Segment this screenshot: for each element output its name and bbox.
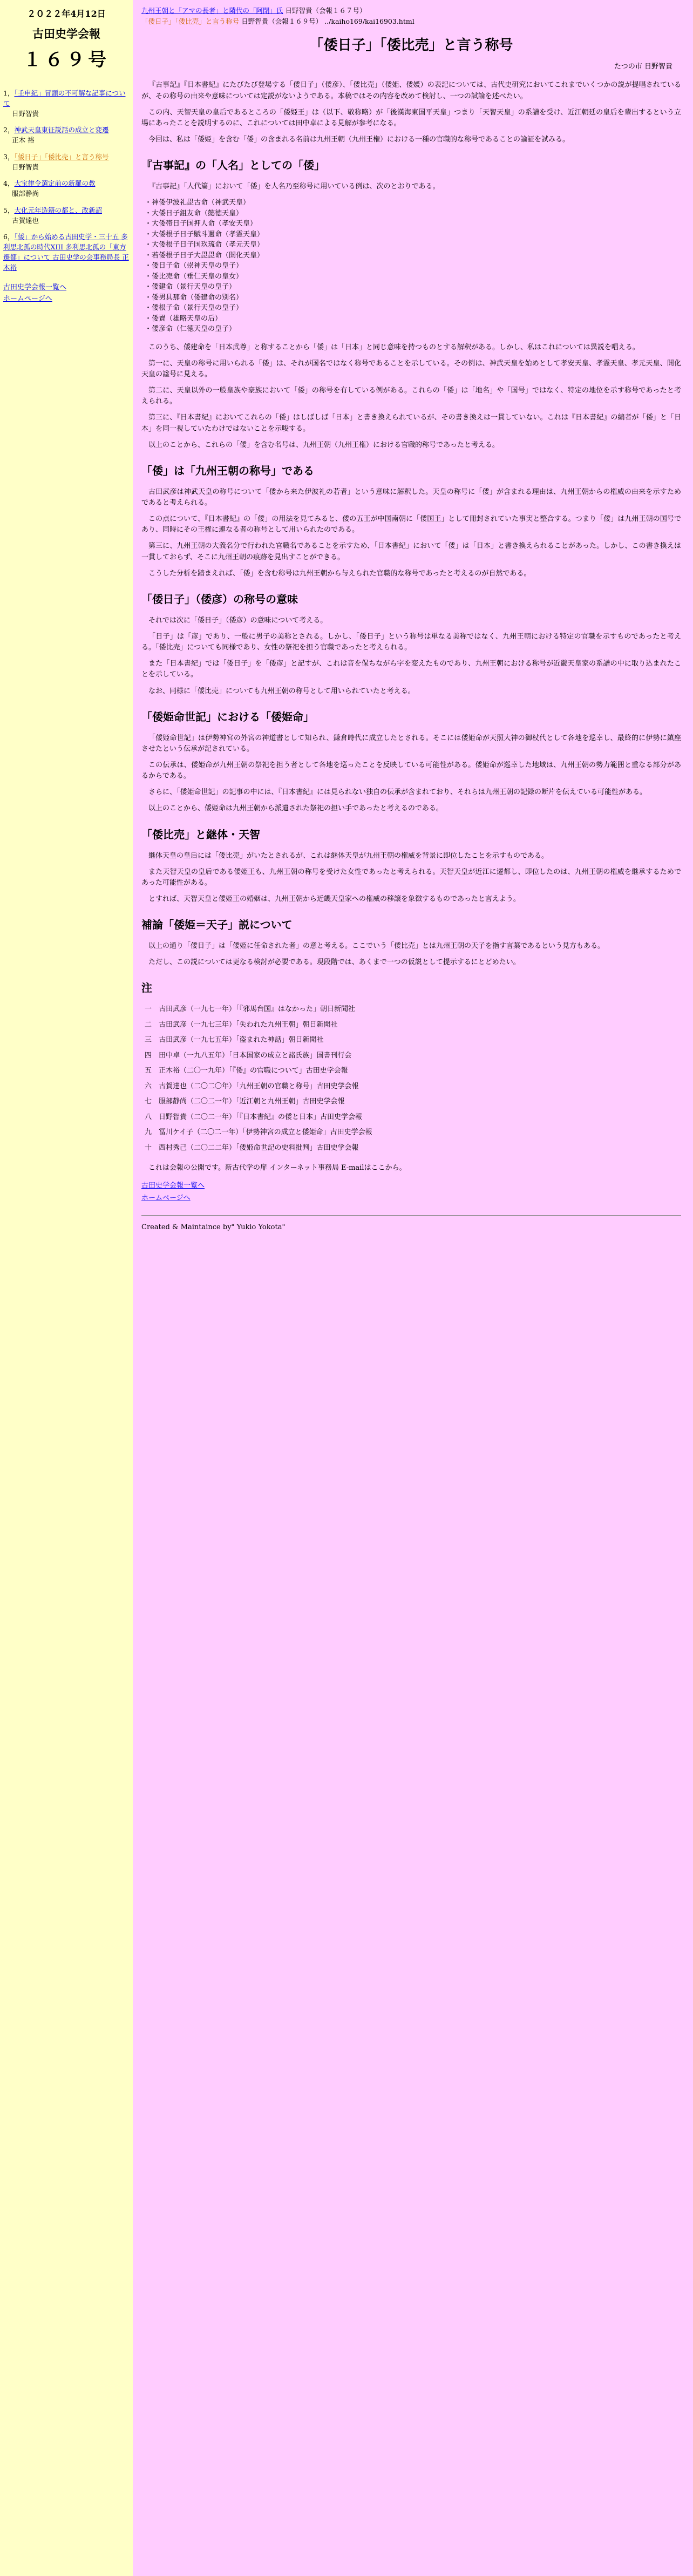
sidebar-item-number: 4， <box>3 179 15 188</box>
sidebar-item <box>3 125 130 146</box>
reference-item: 三 古田武彦（一九七五年）「盗まれた神話」朝日新聞社 <box>145 1036 324 1045</box>
sidebar-item <box>3 232 130 273</box>
article-section <box>141 591 681 697</box>
sidebar-item-number: 2， <box>3 126 15 134</box>
reference-item: 七 服部静尚（二〇二一年）「近江朝と九州王朝」古田史学会報 <box>145 1097 345 1106</box>
section-paragraph: 第二に、天皇以外の一般皇族や豪族において「倭」の称号を有している例がある。これらの「倭」は「地名」や「国号」ではなく、特定の地位を示す称号であったと考えられる。 <box>141 387 681 406</box>
breadcrumb-current-meta: 日野智貴（会報１６９号） ../kaiho169/kai16903.html <box>239 17 415 25</box>
section-paragraph: 第三に、九州王朝の大義名分で行われた官職名であることを示すため、「日本書紀」において「倭」は「日本」と書き換えられることがあった。しかし、この書き換えは一貫しておらず、そこに九州王朝の痕跡を見出すことができる。 <box>141 542 681 561</box>
sidebar-item-link[interactable]: 「壬申紀」冒頭の不可解な記事について <box>3 89 126 107</box>
section-paragraph: こうした分析を踏まえれば、「倭」を含む称号は九州王朝から与えられた官職的な称号であったと考えるのが自然である。 <box>148 569 531 578</box>
name-list-item: ・倭比売命（垂仁天皇の皇女） <box>145 272 243 281</box>
reference-item: 五 正木裕（二〇一九年）「『倭』の官職について」古田史学会報 <box>145 1067 348 1075</box>
reference-item: 六 古賀達也（二〇二〇年）「九州王朝の官職と称号」古田史学会報 <box>145 1082 359 1090</box>
section-paragraph: さらに、「倭姫命世記」の記事の中には、『日本書紀』には見られない独自の伝承が含まれており、それらは九州王朝の記録の断片を伝えている可能性がある。 <box>148 788 647 797</box>
sidebar-item-link[interactable]: 神武天皇東征説話の成立と変遷 <box>14 126 109 134</box>
sidebar-item-author: 日野智貴 <box>12 109 39 118</box>
sidebar-item <box>3 152 130 173</box>
section-heading: 「倭比売」と継体・天智 <box>141 828 260 841</box>
sidebar-item-number: 1， <box>3 89 15 98</box>
section-paragraph: 「日子」は「彦」であり、一般に男子の美称とされる。しかし、「倭日子」という称号は単なる美称ではなく、九州王朝における特定の官職を示すものであったと考える。「倭比売」についても同様であり、女性の祭祀を担う官職であったと考えられる。 <box>141 633 681 652</box>
section-paragraph: この伝承は、倭姫命が九州王朝の祭祀を担う者として各地を巡ったことを反映している可能性がある。倭姫命が巡幸した地域は、九州王朝の勢力範囲と重なる部分があるからである。 <box>141 761 681 781</box>
name-list-item: ・大倭根子日子賦斗邇命（孝霊天皇） <box>145 230 264 239</box>
reference-item: 八 日野智貴（二〇二一年）「『日本書紀』の倭と日本」古田史学会報 <box>145 1113 363 1121</box>
name-list-item: ・若倭根子日子大毘毘命（開化天皇） <box>145 251 264 260</box>
breadcrumb-current: 「倭日子」「倭比売」と言う称号 <box>141 17 240 25</box>
name-list-item: ・倭日子命（崇神天皇の皇子） <box>145 262 243 270</box>
name-list-item: ・倭建命（景行天皇の皇子） <box>145 283 236 292</box>
section-paragraph: 『古事記』「人代篇」において「倭」を人名乃至称号に用いている例は、次のとおりである。 <box>148 182 440 191</box>
sidebar-item <box>3 89 130 119</box>
sidebar-item-author: 正木 裕 <box>12 136 35 145</box>
sidebar-item-author: 日野智貴 <box>12 162 39 171</box>
section-heading: 『古事記』の「人名」としての「倭」 <box>141 159 325 172</box>
intro-paragraph: 今回は、私は「倭姫」を含む「倭」の含まれる名前は九州王朝（九州王権）における一種の官職的な称号であることの論証を試みる。 <box>148 135 570 144</box>
name-list-item: ・倭賣（雄略天皇の后） <box>145 314 222 323</box>
reference-item: 一 古田武彦（一九七一年）「『邪馬台国』はなかった」朝日新聞社 <box>145 1005 356 1014</box>
sidebar-item-link[interactable]: 大化元年造籍の都と、改新詔 <box>14 206 102 214</box>
sidebar-item-author: 古賀達也 <box>12 216 39 225</box>
footer-links <box>141 1179 681 1205</box>
section-paragraph: とすれば、天智天皇と倭姫王の婚姻は、九州王朝から近畿天皇家への権威の移譲を象徴するものであったと言えよう。 <box>148 895 520 903</box>
section-heading: 「倭姫命世記」における「倭姫命」 <box>141 710 314 723</box>
sidebar-item <box>3 206 130 226</box>
section-paragraph: また天智天皇の皇后である倭姫王も、九州王朝の称号を受けた女性であったと考えられる。天智天皇が近江に遷都し、即位したのは、九州王朝の権威を継承するためであった可能性がある。 <box>141 867 681 887</box>
article-intro <box>141 80 681 145</box>
section-paragraph: 第一に、天皇の称号に用いられる「倭」は、それが国名ではなく称号であることを示している。その例は、神武天皇を始めとして孝安天皇、孝霊天皇、孝元天皇、開化天皇の諡号に見える。 <box>141 359 681 379</box>
sidebar-item-number: 6， <box>3 233 15 241</box>
reference-item: 四 田中卓（一九八五年）「日本国家の成立と諸氏族」国書刊行会 <box>145 1051 352 1060</box>
reference-item: 九 冨川ケイ子（二〇二一年）「伊勢神宮の成立と倭姫命」古田史学会報 <box>145 1128 372 1137</box>
sidebar-item-link[interactable]: 「倭日子」「倭比売」と言う称号 <box>14 152 109 161</box>
sidebar-item-link[interactable]: 大宝律令選定前の新羅の教 <box>14 179 96 188</box>
section-paragraph: 継体天皇の皇后には「倭比売」がいたとされるが、これは継体天皇が九州王朝の権威を背景に即位したことを示すものである。 <box>148 851 549 860</box>
issue-date: ２０２２年4月12日 <box>27 9 106 19</box>
section-paragraph: 以上の通り「倭日子」は「倭姫に任命された者」の意と考える。ここでいう「倭比売」とは九州王朝の天子を指す言葉であるという見方もある。 <box>148 942 605 951</box>
article-section <box>141 826 681 905</box>
issue-number: １６９号 <box>23 49 110 71</box>
intro-paragraph: この内、天智天皇の皇后であるところの「倭姫王」は（以下、敬称略）が「後漢海東国平天皇」つまり「天智天皇」の系譜を受け、近江朝廷の皇后を輩出するという立場にあったことを説明するのに、これについては田中卓による見解が参考になる。 <box>141 108 681 127</box>
name-list-item: ・倭彦命（仁徳天皇の皇子） <box>145 325 236 334</box>
section-paragraph: また「日本書紀」では「倭日子」を「倭彦」と記すが、これは音を保ちながら字を変えたものであり、九州王朝における称号が近畿天皇家の系譜の中に取り込まれたことを示している。 <box>141 660 681 679</box>
footer-note: これは会報の公開です。新古代学の扉 インターネット事務局 E-mailはここから。 <box>148 1164 406 1172</box>
sidebar-article-list <box>3 89 130 273</box>
article-sections <box>141 157 681 968</box>
sidebar-links <box>3 282 130 305</box>
name-list-item: ・倭根子命（景行天皇の皇子） <box>145 304 243 313</box>
name-list-item: ・神倭伊波礼毘古命（神武天皇） <box>145 199 250 207</box>
references-heading: 注 <box>141 981 152 995</box>
breadcrumb <box>141 5 681 27</box>
section-paragraph: ただし、この説については更なる検討が必要である。現段階では、あくまで一つの仮説として提示するにとどめたい。 <box>148 958 520 967</box>
sidebar-item-number: 5， <box>3 206 15 214</box>
section-paragraph: この点について、『日本書紀』の「倭」の用法を見てみると、倭の五王が中国南朝に「倭国王」として冊封されていた事実と整合する。つまり「倭」は九州王朝の国号であり、同時にその王権に連なる者の称号として用いられたのである。 <box>141 515 681 534</box>
section-heading: 補論「倭姫＝天子」説について <box>141 918 293 932</box>
breadcrumb-prev-link[interactable]: 九州王朝と「アマの長者」と隣代の「阿閉」氏 <box>141 6 283 15</box>
sidebar-item-number: 3， <box>3 152 15 161</box>
breadcrumb-prev-author: 日野智貴（会報１６７号） <box>283 6 366 15</box>
section-heading: 「倭日子」（倭彦）の称号の意味 <box>141 592 298 606</box>
sidebar-item-link[interactable]: 「倭」から始める古田史学・三十五 多利思北孤の時代XIII 多利思北孤の「東方遷都」について 古田史学の会事務局長 正木裕 <box>3 233 129 272</box>
name-list-item: ・大倭日子鉏友命（懿徳天皇） <box>145 209 243 218</box>
article-title: 「倭日子」「倭比売」と言う称号 <box>309 37 513 53</box>
credit-line: Created & Maintaince by" Yukio Yokota" <box>141 1223 286 1232</box>
sidebar-item-author: 服部静尚 <box>12 189 39 198</box>
section-paragraph: なお、同様に「倭比売」についても九州王朝の称号として用いられていたと考える。 <box>148 687 415 695</box>
name-list-item: ・大倭帯日子国押人命（孝安天皇） <box>145 220 257 228</box>
reference-item: 十 西村秀己（二〇二二年）「倭姫命世記の史料批判」古田史学会報 <box>145 1143 359 1152</box>
section-paragraph: 以上のことから、これらの「倭」を含む名号は、九州王朝（九州王権）における官職的称号であったと考える。 <box>148 440 499 449</box>
sidebar-link-index[interactable]: 古田史学会報一覧へ <box>3 283 67 292</box>
main-content <box>141 0 681 1233</box>
references-list <box>141 1004 681 1153</box>
reference-item: 二 古田武彦（一九七三年）「失われた九州王朝」朝日新聞社 <box>145 1020 338 1029</box>
name-list-item: ・大倭根子日子国玖琉命（孝元天皇） <box>145 241 264 249</box>
footer-divider <box>141 1215 681 1216</box>
sidebar-item <box>3 179 130 199</box>
section-paragraph: それでは次に「倭日子」（倭彦）の意味について考える。 <box>148 616 328 625</box>
name-list <box>141 198 681 335</box>
section-paragraph: 以上のことから、倭姫命は九州王朝から派遣された祭祀の担い手であったと考えるのである。 <box>148 804 443 813</box>
sidebar <box>0 0 133 2576</box>
section-paragraph: このうち、倭建命を「日本武尊」と称することから「倭」は「日本」と同じ意味を持つものとする解釈がある。しかし、私はこれについては異説を唱える。 <box>148 343 640 351</box>
sidebar-link-home[interactable]: ホームページへ <box>3 295 52 303</box>
article-author: たつの市 日野智貴 <box>614 63 672 71</box>
footer-link-index[interactable]: 古田史学会報一覧へ <box>141 1181 205 1190</box>
article-section <box>141 709 681 815</box>
section-paragraph: 古田武彦は神武天皇の称号について「倭から来た伊波礼の若者」という意味に解釈した。天皇の称号に「倭」が含まれる理由は、九州王朝からの権威の由来を示すためであると考えられる。 <box>141 487 681 507</box>
intro-paragraph: 『古事記』『日本書紀』にたびたび登場する「倭日子」（倭彦）、「倭比売」（倭姫、倭媛）の表記については、古代史研究においてこれまでいくつかの説が提唱されているが、その称号の由来や意味については定説がないようである。本稿ではその内容を改めて検討し、一つの試論を述べたい。 <box>141 81 681 100</box>
name-list-item: ・倭男具那命（倭建命の別名） <box>145 293 243 302</box>
publication-name: 古田史学会報 <box>32 26 100 40</box>
article-section <box>141 917 681 968</box>
article-section <box>141 157 681 451</box>
article-section <box>141 463 681 579</box>
footer-link-home[interactable]: ホームページへ <box>141 1194 191 1202</box>
section-paragraph: 「倭姫命世記」は伊勢神宮の外宮の神道書として知られ、鎌倉時代に成立したとされる。そこには倭姫命が天照大神の御杖代として各地を巡幸し、最終的に伊勢に鎮座させたという伝承が記されている。 <box>141 734 681 753</box>
section-paragraph: 第三に、『日本書紀』においてこれらの「倭」はしばしば「日本」と書き換えられているが、その書き換えは一貫していない。これは『日本書紀』の編者が「倭」と「日本」を同一視していたわけではないことを示唆する。 <box>141 413 681 433</box>
section-heading: 「倭」は「九州王朝の称号」である <box>141 464 314 477</box>
